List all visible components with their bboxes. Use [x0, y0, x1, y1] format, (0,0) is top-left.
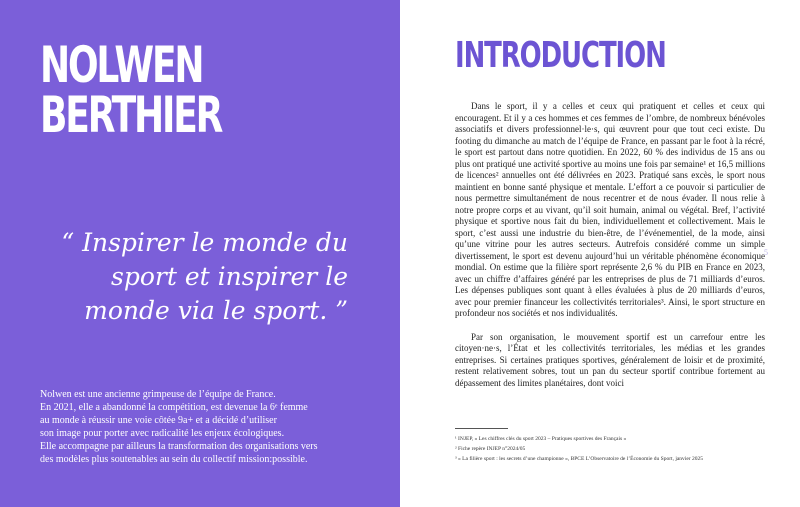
- author-bio: [40, 388, 370, 466]
- bio-line: des modèles plus soutenables au sein du collectif mission:possible.: [40, 454, 308, 465]
- bio-line: Nolwen est une ancienne grimpeuse de l’équipe de France.: [40, 389, 276, 400]
- author-name-line1: NOLWEN: [40, 36, 203, 94]
- right-page: [400, 0, 800, 507]
- footnotes: [455, 434, 775, 464]
- page-number: 5: [764, 248, 768, 257]
- author-name: [40, 36, 222, 144]
- body-text: [455, 101, 765, 389]
- bio-line: son image pour porter avec radicalité les enjeux écologiques.: [40, 428, 285, 439]
- bio-line: En 2021, elle a abandonné la compétition, est devenue la 6ᵉ femme: [40, 402, 308, 413]
- footnote: ³ « La filière sport : les secrets d’une championne », BPCE L’Observatoire de l’Économie du Sport, janvier 2025: [455, 456, 703, 462]
- author-name-line2: BERTHIER: [40, 86, 222, 144]
- bio-line: au monde à réussir une voie côtée 9a+ et a décidé d’utiliser: [40, 415, 277, 426]
- footnote: ¹ INJEP, « Les chiffres clés du sport 2023 – Pratiques sportives des Français »: [455, 436, 627, 442]
- paragraph: Dans le sport, il y a celles et ceux qui pratiquent et celles et ceux qui encouragent. Et il y a ces hommes et ces femmes de l’ombre, de nombreux bénévoles associatifs et divers professionnel·le·s, qui œuvrent pour que tout ceci existe. Du footing du dimanche au match de l’équipe de France, en passant par le foot à la récré, le sport est partout dans notre quotidien. En 2022, 60 % des individus de 15 ans ou plus ont pratiqué une activité sportive au moins une fois par semaine¹ et 16,5 millions de licences² annuelles ont été délivrées en 2023. Pratiqué sans excès, le sport nous maintient en bonne santé physique et mentale. L’effort a ce pouvoir si particulier de nous permettre simultanément de nous recentrer et de nous évader. Il nous relie à notre propre corps et au vivant, qu’il soit humain, animal ou végétal. Bref, l’activité physique et sportive nous fait du bien, individuellement et collectivement. Mais le sport, c’est aussi une industrie du bien-être, de l’événementiel, de la mode, ainsi qu’une vitrine pour les autres secteurs. Autrefois considéré comme un simple divertissement, le sport est devenu aujourd’hui un véritable phénomène économique mondial. On estime que la filière sport représente 2,6 % du PIB en France en 2023, avec un chiffre d’affaires généré par les entreprises de plus de 71 milliards d’euros. Les dépenses publiques sont quant à elles évaluées à plus de 20 milliards d’euros, avec pour premier financeur les collectivités territoriales³. Ainsi, le sport structure en profondeur nos sociétés et nos individualités.: [455, 101, 765, 318]
- footnote: ² Fiche repère INJEP n°2024/05: [455, 446, 526, 452]
- paragraph: Par son organisation, le mouvement sportif est un carrefour entre les citoyen·ne·s, l’État et les collectivités territoriales, les médias et les grandes entreprises. Si certaines pratiques sportives, généralement de loisir et de proximité, restent relativement sobres, tout un pan du secteur sportif contribue fortement au dépassement des limites planétaires, dont voici: [455, 331, 765, 388]
- pull-quote: “ Inspirer le monde du sport et inspirer le monde via le sport. ”: [61, 228, 348, 325]
- bio-line: Elle accompagne par ailleurs la transformation des organisations vers: [40, 441, 318, 452]
- section-title: INTRODUCTION: [455, 35, 666, 76]
- footnote-divider: [455, 428, 508, 429]
